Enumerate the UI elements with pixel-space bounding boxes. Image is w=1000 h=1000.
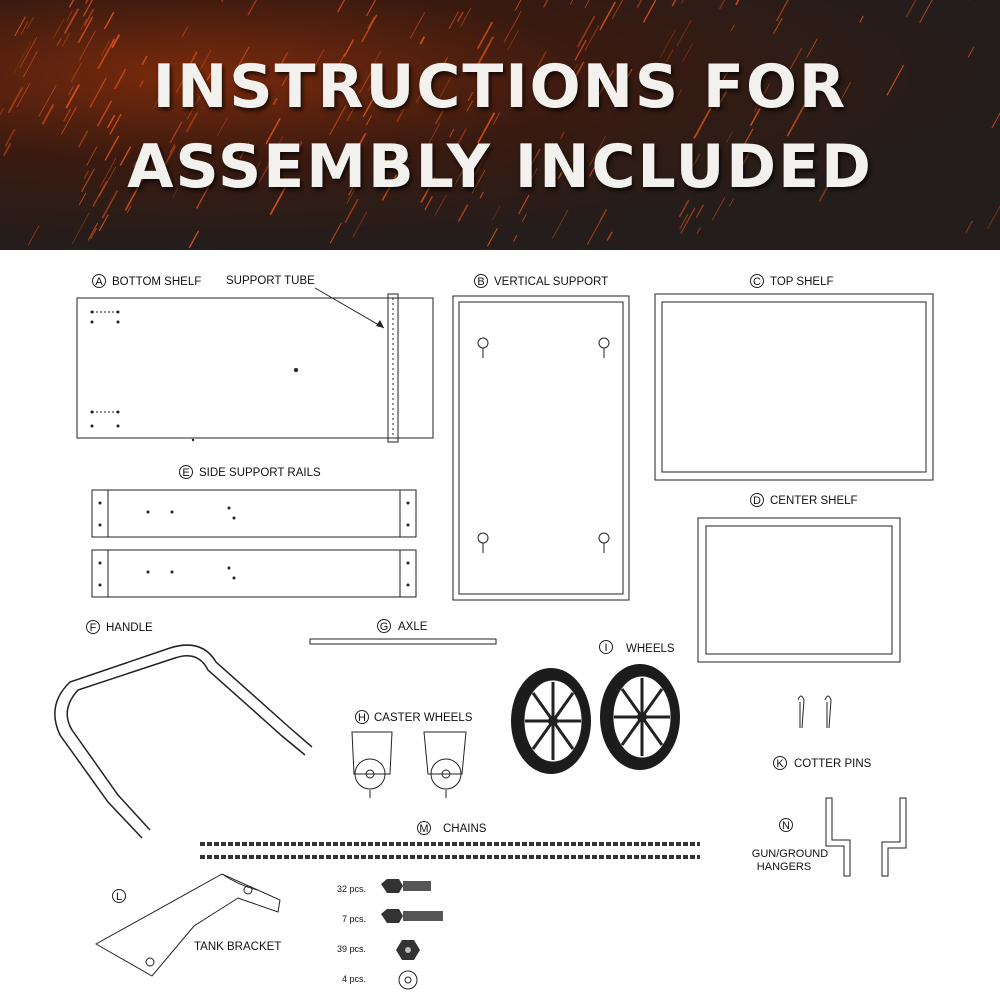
part-e-side-support-rails xyxy=(92,466,416,598)
spark xyxy=(773,18,782,34)
spark xyxy=(15,17,26,37)
short-bolt-icon xyxy=(381,879,431,893)
spark xyxy=(544,0,554,7)
part-label-line-2: HANGERS xyxy=(756,861,812,873)
spark xyxy=(607,232,612,241)
part-label: VERTICAL SUPPORT xyxy=(494,276,609,288)
spark xyxy=(410,12,424,38)
part-letter: F xyxy=(89,622,97,634)
spark xyxy=(362,15,377,43)
part-label: TANK BRACKET xyxy=(194,941,282,953)
spark xyxy=(182,27,188,37)
headline-line-1: INSTRUCTIONS FOR xyxy=(152,52,848,122)
part-label: TOP SHELF xyxy=(770,276,834,288)
spark xyxy=(677,21,691,47)
caster xyxy=(424,732,466,798)
spark xyxy=(478,22,493,49)
part-letter: L xyxy=(115,891,123,903)
spark xyxy=(62,33,70,47)
spark xyxy=(578,16,595,47)
hardware-qty: 39 pcs. xyxy=(336,944,366,954)
part-label: COTTER PINS xyxy=(794,758,872,770)
part-b-vertical-support xyxy=(453,275,629,601)
part-label: CASTER WHEELS xyxy=(374,712,473,724)
spark xyxy=(53,19,64,38)
part-letter: G xyxy=(379,621,389,633)
spark xyxy=(366,0,379,16)
spark xyxy=(643,0,655,22)
spark xyxy=(353,212,367,238)
part-letter: N xyxy=(782,820,790,832)
spark xyxy=(966,221,973,233)
spark xyxy=(906,0,916,17)
part-letter: M xyxy=(419,823,429,835)
spark xyxy=(105,12,114,29)
part-letter: C xyxy=(753,276,761,288)
spark xyxy=(86,0,90,3)
support-tube-label: SUPPORT TUBE xyxy=(226,275,315,287)
spark xyxy=(720,0,729,9)
spark xyxy=(189,231,198,248)
spark xyxy=(731,25,735,31)
spark xyxy=(587,222,599,245)
spark xyxy=(57,38,61,45)
washer-icon xyxy=(399,971,417,989)
part-d-center-shelf xyxy=(698,494,900,663)
spark xyxy=(28,226,39,245)
spark xyxy=(696,205,703,218)
hardware-qty: 32 pcs. xyxy=(336,884,366,894)
sparks-background xyxy=(0,0,1000,250)
part-l-tank-bracket xyxy=(96,874,281,976)
spark xyxy=(330,223,341,243)
spark xyxy=(487,228,497,246)
spark xyxy=(672,0,678,6)
spark xyxy=(69,0,80,7)
part-f-handle xyxy=(55,621,312,839)
spark xyxy=(83,0,95,17)
hex-nut-icon xyxy=(396,940,420,960)
part-label: SIDE SUPPORT RAILS xyxy=(199,467,321,479)
spark xyxy=(515,0,530,11)
spark xyxy=(72,213,89,245)
hardware-qty: 7 pcs. xyxy=(341,914,366,924)
part-letter: I xyxy=(604,642,608,654)
spark xyxy=(600,209,607,221)
part-label: HANDLE xyxy=(106,622,153,634)
part-i-wheels xyxy=(511,641,680,775)
part-letter: K xyxy=(776,758,784,770)
spark xyxy=(460,8,470,27)
spark xyxy=(504,11,521,43)
spark xyxy=(67,11,72,21)
part-label: CENTER SHELF xyxy=(770,495,858,507)
part-label: CHAINS xyxy=(443,823,487,835)
wheel xyxy=(511,668,591,774)
part-g-axle xyxy=(310,620,496,645)
part-letter: H xyxy=(358,712,366,724)
spark xyxy=(88,223,98,241)
spark xyxy=(552,210,568,239)
spark xyxy=(458,12,463,22)
spark xyxy=(513,235,516,241)
spark xyxy=(458,205,467,222)
hardware-list xyxy=(337,879,443,989)
parts-diagram xyxy=(0,250,1000,1000)
spark xyxy=(585,0,591,8)
spark xyxy=(637,0,654,8)
part-label: BOTTOM SHELF xyxy=(112,276,202,288)
long-bolt-icon xyxy=(381,909,443,923)
part-n-gun-ground-hangers xyxy=(752,798,906,876)
part-a-bottom-shelf xyxy=(77,275,433,443)
spark xyxy=(248,0,262,15)
part-letter: D xyxy=(753,495,761,507)
spark xyxy=(988,205,1000,229)
part-label-line-1: GUN/GROUND xyxy=(751,848,829,860)
spark xyxy=(697,227,700,233)
banner xyxy=(0,0,1000,250)
headline-line-2: ASSEMBLY INCLUDED xyxy=(127,132,873,202)
spark xyxy=(682,0,689,3)
part-letter: E xyxy=(182,467,190,479)
part-m-chains xyxy=(200,822,700,858)
spark xyxy=(449,11,459,28)
spark xyxy=(27,17,33,29)
part-letter: B xyxy=(477,276,485,288)
support-tube xyxy=(226,275,384,328)
spark xyxy=(777,0,792,21)
spark xyxy=(492,206,500,220)
spark xyxy=(600,2,615,30)
spark xyxy=(920,0,934,23)
spark xyxy=(222,0,235,2)
wheel xyxy=(600,664,680,770)
spark xyxy=(338,0,347,12)
spark xyxy=(570,0,578,5)
hardware-qty: 4 pcs. xyxy=(341,974,366,984)
part-c-top-shelf xyxy=(655,275,933,481)
caster xyxy=(352,732,392,798)
spark xyxy=(368,17,375,29)
part-letter: A xyxy=(95,276,103,288)
part-label: WHEELS xyxy=(626,643,675,655)
spark xyxy=(522,214,526,221)
spark xyxy=(860,16,864,23)
part-label: AXLE xyxy=(398,621,428,633)
spark xyxy=(736,0,752,5)
part-k-cotter-pins xyxy=(774,696,872,770)
part-h-caster-wheels xyxy=(352,711,473,799)
spark xyxy=(420,37,424,44)
